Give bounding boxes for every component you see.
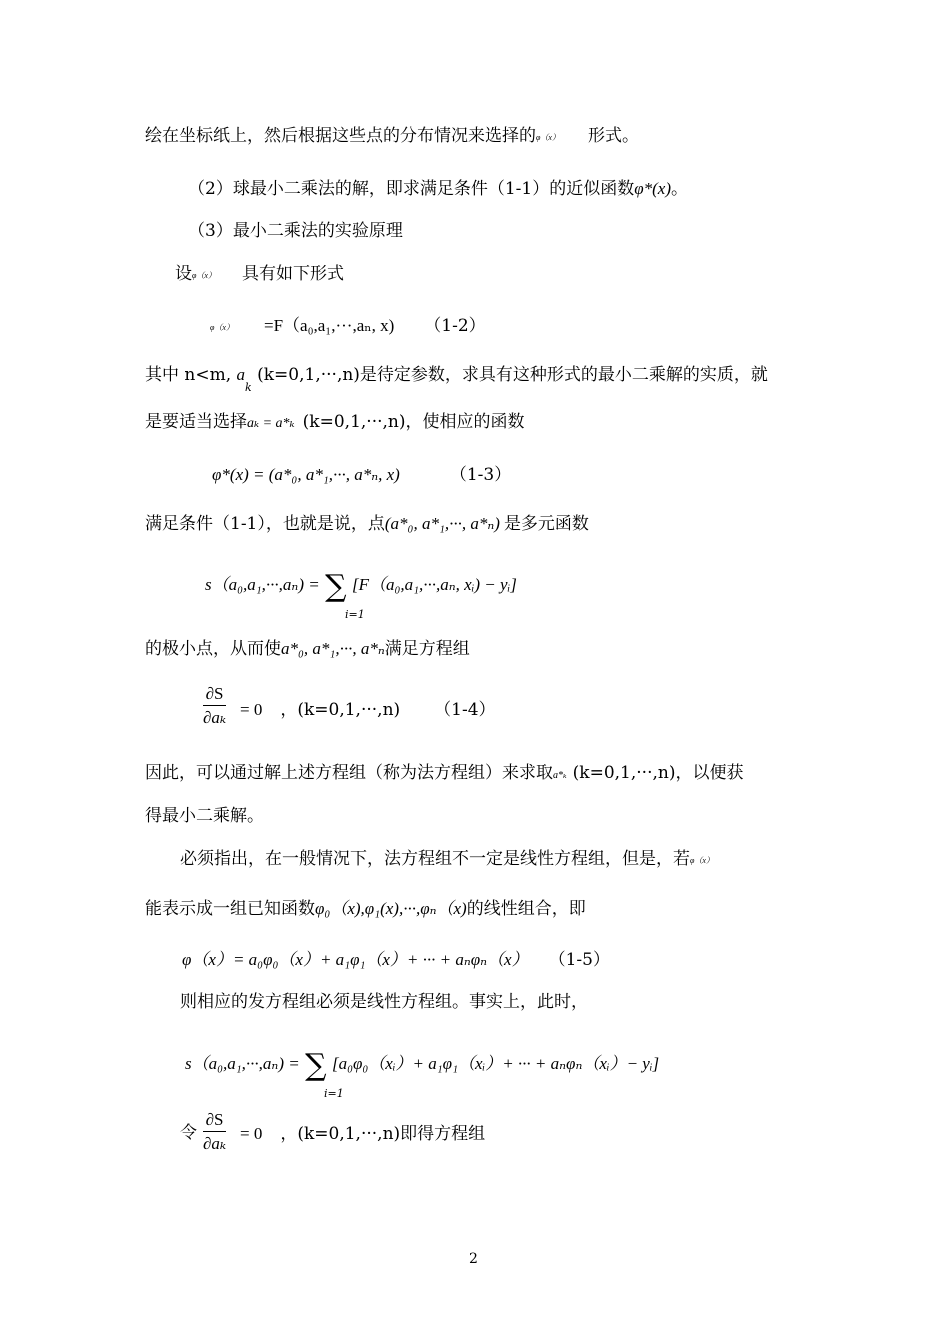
text: 必须指出，在一般情况下，法方程组不一定是线性方程组，但是，若 <box>180 849 690 869</box>
fraction-denominator: ∂aₖ <box>203 1134 227 1153</box>
text: 。 <box>670 179 688 199</box>
paragraph-line-9 <box>145 515 589 533</box>
text: 是要适当选择 <box>145 412 247 432</box>
equation-objective-s <box>205 566 517 604</box>
text: 因此，可以通过解上述方程组（称为法方程组）来求取 <box>145 763 553 783</box>
partial-derivative-fraction <box>203 1110 226 1154</box>
equation-body: [F（a₀,a₁,···,aₙ, xᵢ) − yᵢ] <box>351 575 517 594</box>
section-heading-3: （3）最小二乘法的实验原理 <box>188 221 403 241</box>
a-star-k-inline: a*ₖ <box>553 770 567 781</box>
point-a-star: (a*₀, a*₁,···, a*ₙ) <box>384 514 500 533</box>
equation-body: [a₀φ₀（xᵢ）+ a₁φ₁（xᵢ）+ ··· + aₙφₙ（xᵢ）− yᵢ] <box>331 1054 660 1073</box>
equation-1-2 <box>210 317 486 335</box>
partial-derivative-fraction <box>203 684 226 728</box>
equation-1-4 <box>240 701 496 719</box>
equation-body: φ*(x) = (a*₀, a*₁,···, a*ₙ, x) <box>212 465 400 484</box>
text: (k=0,1,···,n)是待定参数，求具有这种形式的最小二乘解的实质，就 <box>257 365 768 385</box>
text: （2）球最小二乘法的解，即求满足条件（1-1）的近似函数 <box>188 179 635 199</box>
paragraph-line-7 <box>145 414 525 431</box>
equation-body: =F（a₀,a₁,···,aₙ, x) <box>263 316 395 335</box>
a-k-equals-a-star-k: aₖ = a*ₖ <box>247 416 295 431</box>
paragraph-line-20 <box>240 1125 485 1143</box>
text: 是多元函数 <box>503 514 589 534</box>
equation-lhs: s（a₀,a₁,···,aₙ) = <box>205 575 320 594</box>
equation-label: （1-3） <box>449 465 512 485</box>
equation-1-3 <box>212 466 511 484</box>
paragraph-line-2 <box>188 180 688 198</box>
sum-symbol: ∑ <box>305 1048 327 1083</box>
page-number: 2 <box>469 1251 478 1267</box>
equation-1-5 <box>182 951 610 969</box>
paragraph-line-14: 得最小二乘解。 <box>145 806 264 826</box>
equation-condition: ，(k=0,1,···,n) <box>280 700 401 720</box>
text: 的线性组合，即 <box>466 899 586 919</box>
paragraph-line-20-prefix: 令 <box>180 1123 197 1143</box>
phi-star-x: φ*(x) <box>634 179 671 198</box>
paragraph-line-18: 则相应的发方程组必须是线性方程组。事实上，此时， <box>180 992 588 1012</box>
equation-rhs: = 0 <box>240 700 263 719</box>
phi-x-inline: φ（x） <box>192 271 216 280</box>
sum-symbol: ∑ <box>325 569 347 604</box>
text: (k=0,1,···,n)，以便获 <box>572 763 744 783</box>
paragraph-line-16 <box>145 900 586 918</box>
phi-x-inline: φ（x） <box>210 323 234 332</box>
basis-functions: φ₀（x),φ₁(x),···,φₙ（x) <box>315 899 467 918</box>
paragraph-line-6 <box>145 365 768 394</box>
sum-limit: i=1 <box>345 608 365 621</box>
text: 绘在坐标纸上，然后根据这些点的分布情况来选择的 <box>145 126 536 146</box>
equation-label: （1-2） <box>424 316 486 336</box>
a-star-list: a*₀, a*₁,···, a*ₙ <box>281 639 385 658</box>
text: ，(k=0,1,···,n)即得方程组 <box>280 1124 486 1144</box>
paragraph-line-11 <box>145 640 470 658</box>
sum-limit: i=1 <box>324 1087 344 1100</box>
text: 的极小点，从而使 <box>145 639 281 659</box>
paragraph-line-15 <box>180 851 714 868</box>
paragraph-line-1 <box>145 128 639 145</box>
text: 满足方程组 <box>384 639 470 659</box>
paragraph-line-13 <box>145 765 743 782</box>
equation-objective-s-linear <box>185 1045 660 1083</box>
fraction-numerator: ∂S <box>203 684 226 706</box>
equation-label: （1-4） <box>434 700 496 720</box>
a-k: a <box>236 365 246 384</box>
subscript-k: k <box>245 381 252 394</box>
text: 形式。 <box>587 126 639 146</box>
phi-x-inline: φ（x） <box>690 856 714 865</box>
paragraph-line-4 <box>175 266 344 283</box>
text: (k=0,1,···,n)，使相应的函数 <box>302 412 525 432</box>
text: 满足条件（1-1），也就是说，点 <box>145 514 385 534</box>
text: 具有如下形式 <box>241 264 344 284</box>
text: 其中 n<m, <box>145 365 232 385</box>
equation-lhs: s（a₀,a₁,···,aₙ) = <box>185 1054 300 1073</box>
equation-label: （1-5） <box>548 950 610 970</box>
fraction-numerator: ∂S <box>203 1110 226 1132</box>
equation-body: φ（x）= a₀φ₀（x）+ a₁φ₁（x）+ ··· + aₙφₙ（x） <box>182 950 529 969</box>
phi-x-inline: φ（x） <box>536 133 560 142</box>
text: 设 <box>175 264 192 284</box>
fraction-denominator: ∂aₖ <box>203 708 227 727</box>
equation-rhs: = 0 <box>240 1124 263 1143</box>
text: 能表示成一组已知函数 <box>145 899 315 919</box>
